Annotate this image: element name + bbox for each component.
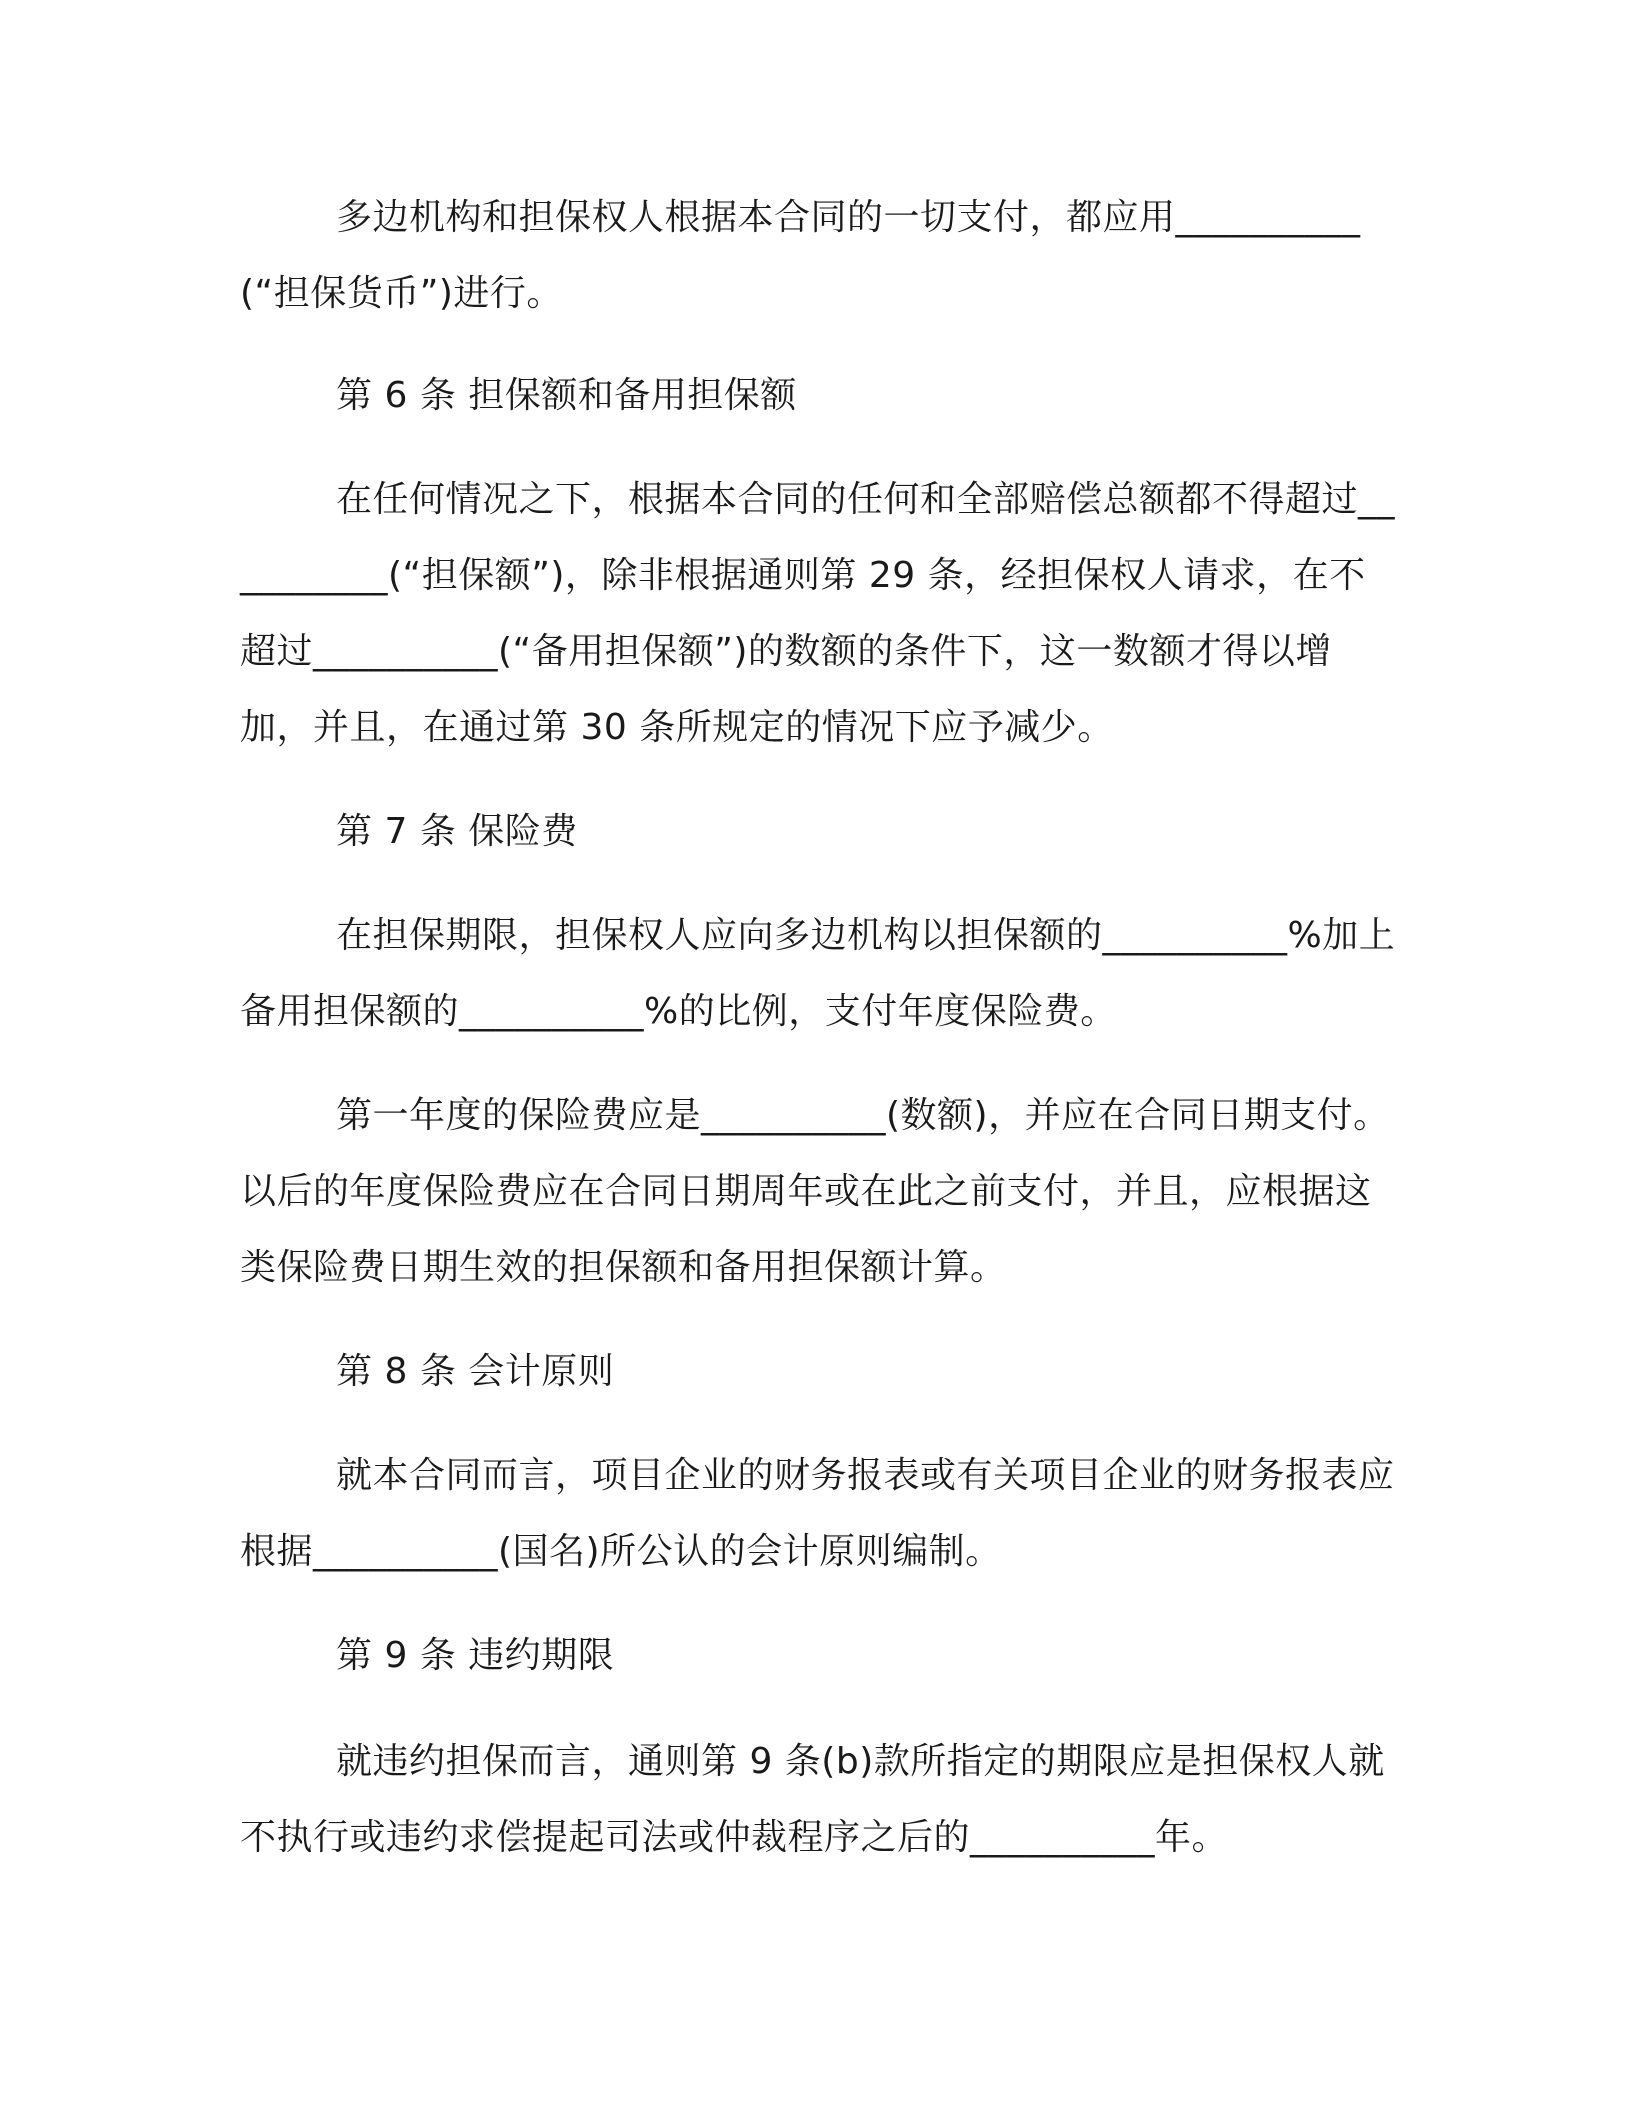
article-heading — [240, 794, 1400, 870]
article-heading-text: 第 7 条 保险费 — [336, 811, 578, 852]
article-heading — [240, 358, 1400, 434]
paragraph — [240, 1438, 1400, 1590]
paragraph-text: 就违约担保而言，通则第 9 条(b)款所指定的期限应是担保权人就不执行或违约求偿提起司法或仲裁程序之后的__________年。 — [240, 1741, 1385, 1858]
article-heading — [240, 1618, 1400, 1694]
article-heading-text: 第 8 条 会计原则 — [336, 1351, 615, 1392]
article-heading-text: 第 6 条 担保额和备用担保额 — [336, 375, 797, 416]
paragraph — [240, 180, 1400, 332]
paragraph — [240, 462, 1400, 766]
paragraph-text: 在任何情况之下，根据本合同的任何和全部赔偿总额都不得超过__________(“担保额”)，除非根据通则第 29 条，经担保权人请求，在不超过__________(“备用担保额”)的数额的条件下，这一数额才得以增加，并且，在通过第 30 条所规定的情况下应予减少。 — [240, 479, 1396, 748]
paragraph-text: 就本合同而言，项目企业的财务报表或有关项目企业的财务报表应根据__________(国名)所公认的会计原则编制。 — [240, 1455, 1395, 1572]
paragraph — [240, 898, 1400, 1050]
paragraph-text: 第一年度的保险费应是__________(数额)，并应在合同日期支付。以后的年度保险费应在合同日期周年或在此之前支付，并且，应根据这类保险费日期生效的担保额和备用担保额计算。 — [240, 1095, 1390, 1288]
paragraph-text: 多边机构和担保权人根据本合同的一切支付，都应用__________(“担保货币”)进行。 — [240, 197, 1361, 314]
paragraph — [240, 1078, 1400, 1306]
article-heading-text: 第 9 条 违约期限 — [336, 1635, 615, 1676]
paragraph — [240, 1724, 1400, 1876]
paragraph-text: 在担保期限，担保权人应向多边机构以担保额的__________%加上备用担保额的__________%的比例，支付年度保险费。 — [240, 915, 1396, 1032]
article-heading — [240, 1334, 1400, 1410]
